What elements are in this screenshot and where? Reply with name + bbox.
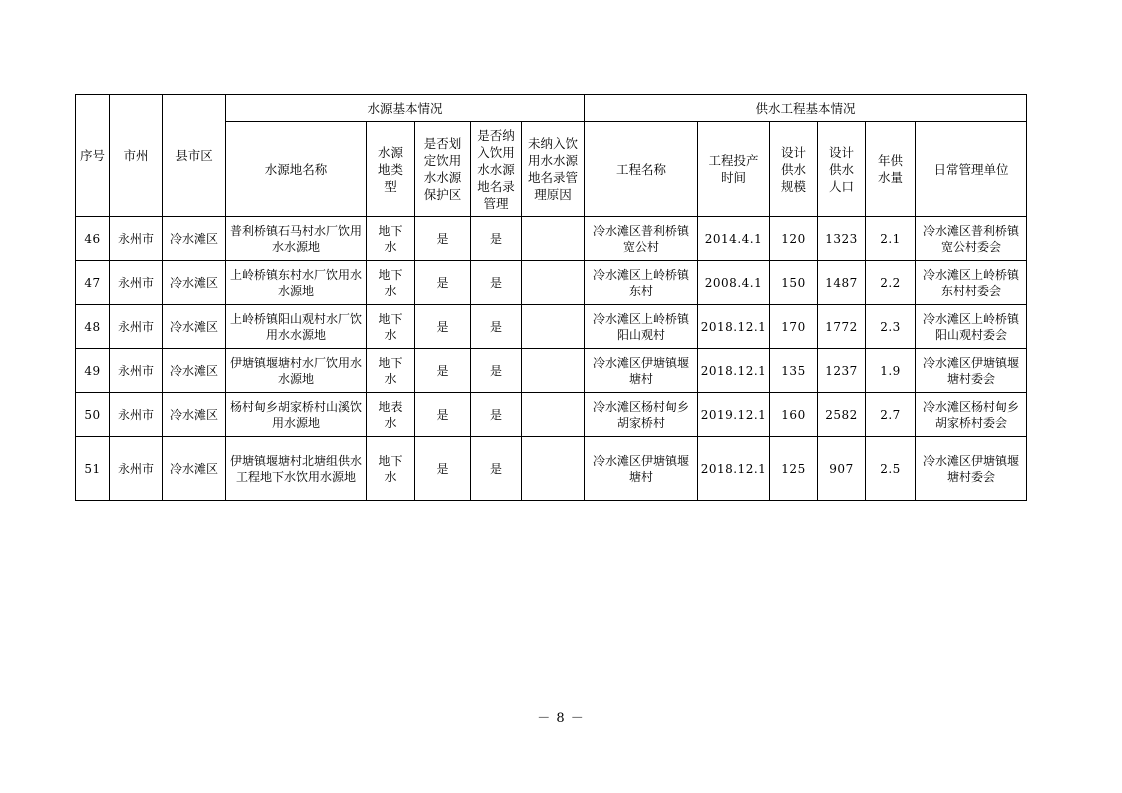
cell-design-population: 2582 [818,393,866,437]
table-row [76,217,1027,261]
cell-management-unit: 冷水滩区普利桥镇宽公村委会 [916,217,1027,261]
cell-annual-supply: 2.1 [866,217,916,261]
cell-not-included-reason [522,261,585,305]
cell-source-name: 上岭桥镇东村水厂饮用水水源地 [226,261,367,305]
cell-start-time: 2014.4.1 [698,217,770,261]
cell-city: 永州市 [110,261,163,305]
cell-design-scale: 150 [770,261,818,305]
cell-source-type: 地下水 [367,349,415,393]
cell-management-unit: 冷水滩区伊塘镇堰塘村委会 [916,349,1027,393]
header-design-scale: 设计供水规模 [770,122,818,217]
cell-seq: 49 [76,349,110,393]
header-annual-supply: 年供水量 [866,122,916,217]
cell-project-name: 冷水滩区上岭桥镇阳山观村 [585,305,698,349]
cell-project-name: 冷水滩区伊塘镇堰塘村 [585,349,698,393]
cell-start-time: 2008.4.1 [698,261,770,305]
table-row [76,349,1027,393]
cell-in-registry: 是 [471,393,522,437]
cell-annual-supply: 1.9 [866,349,916,393]
cell-source-name: 伊塘镇堰塘村水厂饮用水水源地 [226,349,367,393]
cell-in-registry: 是 [471,349,522,393]
cell-start-time: 2018.12.1 [698,305,770,349]
cell-project-name: 冷水滩区上岭桥镇东村 [585,261,698,305]
cell-seq: 50 [76,393,110,437]
cell-source-type: 地下水 [367,261,415,305]
cell-start-time: 2018.12.1 [698,349,770,393]
cell-city: 永州市 [110,437,163,501]
header-not-included-reason: 未纳入饮用水水源地名录管理原因 [522,122,585,217]
cell-source-name: 伊塘镇堰塘村北塘组供水工程地下水饮用水源地 [226,437,367,501]
cell-design-population: 1487 [818,261,866,305]
header-source-name: 水源地名称 [226,122,367,217]
cell-design-population: 907 [818,437,866,501]
header-city: 市州 [110,95,163,217]
cell-county: 冷水滩区 [163,393,226,437]
cell-city: 永州市 [110,217,163,261]
cell-source-name: 普利桥镇石马村水厂饮用水水源地 [226,217,367,261]
cell-management-unit: 冷水滩区杨村甸乡胡家桥村委会 [916,393,1027,437]
cell-annual-supply: 2.5 [866,437,916,501]
cell-management-unit: 冷水滩区伊塘镇堰塘村委会 [916,437,1027,501]
cell-in-registry: 是 [471,437,522,501]
header-protection-zone: 是否划定饮用水水源保护区 [415,122,471,217]
cell-protection-zone: 是 [415,393,471,437]
cell-design-scale: 125 [770,437,818,501]
cell-design-scale: 120 [770,217,818,261]
cell-annual-supply: 2.3 [866,305,916,349]
cell-not-included-reason [522,217,585,261]
cell-county: 冷水滩区 [163,261,226,305]
cell-seq: 46 [76,217,110,261]
cell-management-unit: 冷水滩区上岭桥镇阳山观村委会 [916,305,1027,349]
cell-protection-zone: 是 [415,261,471,305]
cell-seq: 47 [76,261,110,305]
cell-source-name: 杨村甸乡胡家桥村山溪饮用水源地 [226,393,367,437]
cell-not-included-reason [522,437,585,501]
water-source-table [75,94,1027,501]
group-header-supply-project: 供水工程基本情况 [585,95,1027,122]
cell-source-type: 地表水 [367,393,415,437]
cell-seq: 51 [76,437,110,501]
cell-source-name: 上岭桥镇阳山观村水厂饮用水水源地 [226,305,367,349]
cell-design-population: 1237 [818,349,866,393]
cell-county: 冷水滩区 [163,305,226,349]
page-number: － 8 － [537,711,585,726]
cell-city: 永州市 [110,349,163,393]
header-county: 县市区 [163,95,226,217]
cell-design-population: 1323 [818,217,866,261]
cell-annual-supply: 2.2 [866,261,916,305]
cell-protection-zone: 是 [415,305,471,349]
cell-annual-supply: 2.7 [866,393,916,437]
table-row [76,261,1027,305]
header-start-time: 工程投产时间 [698,122,770,217]
cell-management-unit: 冷水滩区上岭桥镇东村村委会 [916,261,1027,305]
cell-not-included-reason [522,305,585,349]
cell-project-name: 冷水滩区伊塘镇堰塘村 [585,437,698,501]
cell-design-population: 1772 [818,305,866,349]
cell-not-included-reason [522,393,585,437]
table-row [76,305,1027,349]
header-in-registry: 是否纳入饮用水水源地名录管理 [471,122,522,217]
cell-source-type: 地下水 [367,305,415,349]
header-source-type: 水源地类型 [367,122,415,217]
cell-in-registry: 是 [471,261,522,305]
group-header-row [76,95,1027,122]
cell-county: 冷水滩区 [163,217,226,261]
cell-protection-zone: 是 [415,217,471,261]
cell-design-scale: 170 [770,305,818,349]
cell-county: 冷水滩区 [163,349,226,393]
cell-seq: 48 [76,305,110,349]
cell-source-type: 地下水 [367,437,415,501]
cell-design-scale: 160 [770,393,818,437]
cell-city: 永州市 [110,393,163,437]
cell-source-type: 地下水 [367,217,415,261]
header-project-name: 工程名称 [585,122,698,217]
cell-project-name: 冷水滩区普利桥镇宽公村 [585,217,698,261]
group-header-water-source: 水源基本情况 [226,95,585,122]
header-seq: 序号 [76,95,110,217]
cell-in-registry: 是 [471,305,522,349]
cell-city: 永州市 [110,305,163,349]
cell-protection-zone: 是 [415,437,471,501]
cell-design-scale: 135 [770,349,818,393]
table-row [76,393,1027,437]
cell-project-name: 冷水滩区杨村甸乡胡家桥村 [585,393,698,437]
table-row [76,437,1027,501]
cell-county: 冷水滩区 [163,437,226,501]
cell-in-registry: 是 [471,217,522,261]
cell-start-time: 2019.12.1 [698,393,770,437]
header-management-unit: 日常管理单位 [916,122,1027,217]
cell-protection-zone: 是 [415,349,471,393]
cell-not-included-reason [522,349,585,393]
header-design-population: 设计供水人口 [818,122,866,217]
cell-start-time: 2018.12.1 [698,437,770,501]
